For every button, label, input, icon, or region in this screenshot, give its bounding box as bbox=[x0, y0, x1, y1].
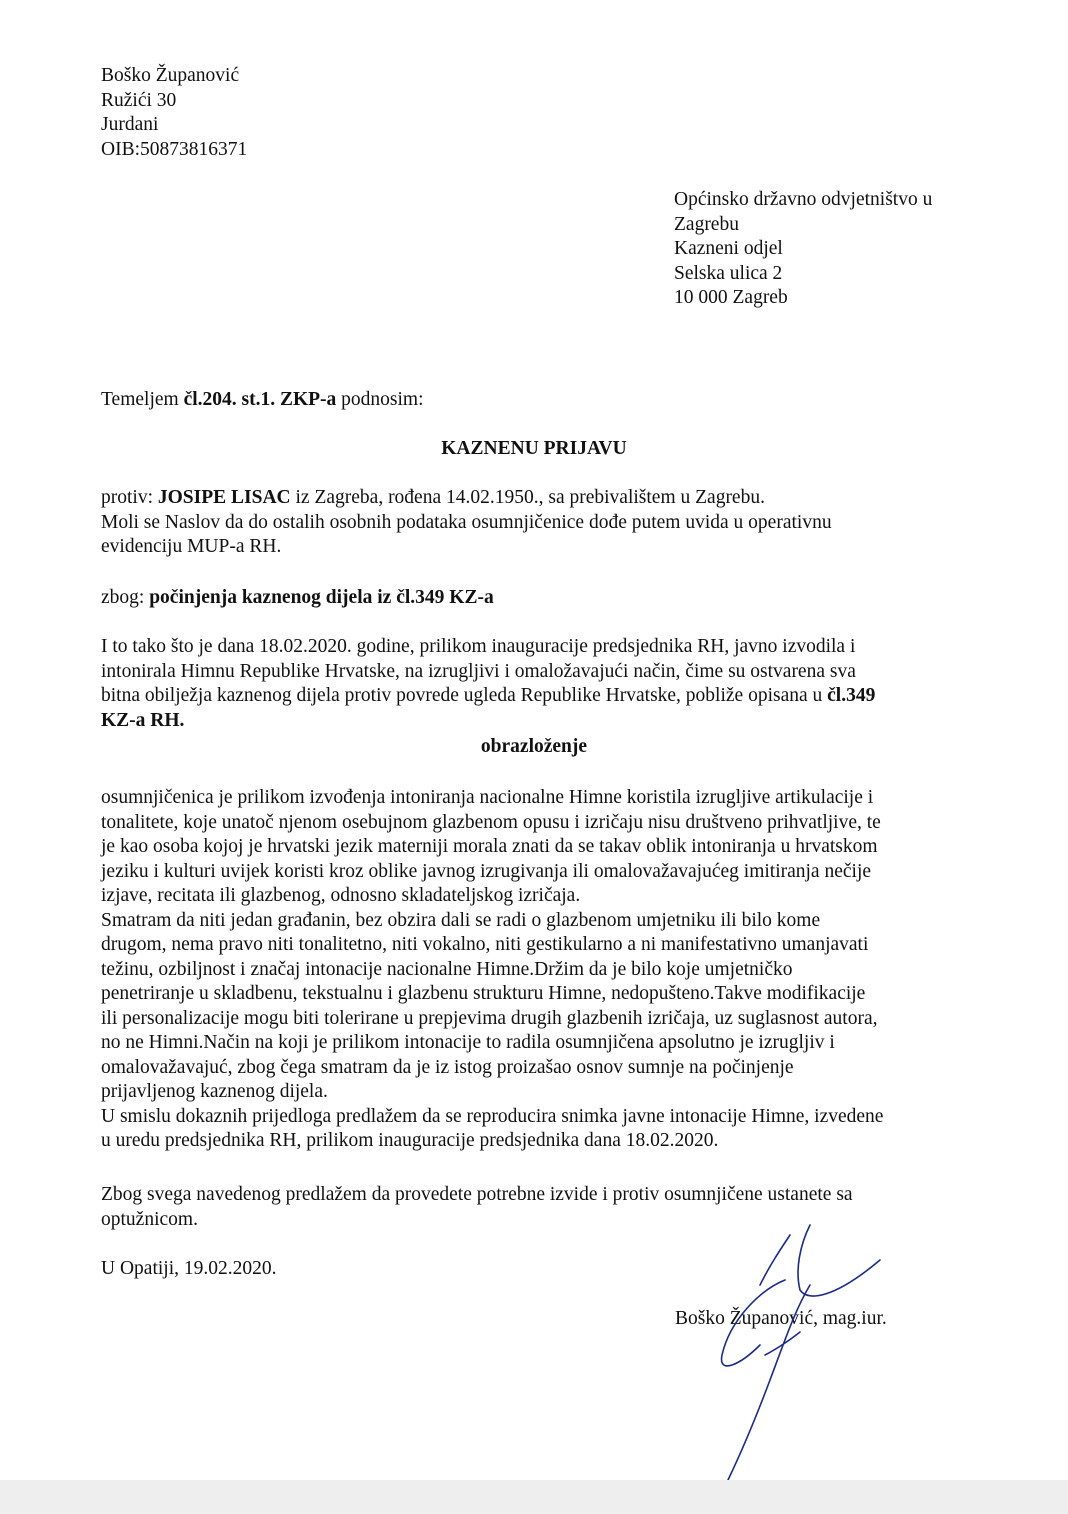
handwritten-signature bbox=[700, 1190, 900, 1490]
opis-line-3-normal: bitna obilježja kaznenog dijela protiv povrede ugleda Republike Hrvatske, pobliže opisana u bbox=[101, 685, 828, 706]
intro-prefix: Temeljem bbox=[101, 389, 184, 410]
recipient-address bbox=[674, 188, 932, 311]
recipient-line-2: Zagrebu bbox=[674, 213, 739, 235]
obrazlozenje-line: drugom, nema pravo niti tonalitetno, niti vokalno, niti gestikularno a ni manifestativno umanjavati bbox=[101, 934, 869, 955]
protiv-line-1 bbox=[101, 486, 832, 511]
recipient-line-1: Općinsko državno odvjetništvo u bbox=[674, 189, 933, 210]
zbog-line bbox=[101, 586, 494, 611]
obrazlozenje-line: težinu, ozbiljnost i značaj intonacije nacionalne Himne.Držim da je bilo koje umjetničko bbox=[101, 958, 793, 980]
obrazlozenje-line: u uredu predsjednika RH, prilikom inauguracije predsjednika dana 18.02.2020. bbox=[101, 1130, 719, 1151]
opis-line-2: intonirala Himnu Republike Hrvatske, na izrugljivi i omaložavajući način, čime su ostvarena sva bbox=[101, 660, 856, 682]
protiv-section bbox=[101, 486, 832, 560]
document-title: KAZNENU PRIJAVU bbox=[441, 438, 627, 459]
obrazlozenje-line: prijavljenog kaznenog dijela. bbox=[101, 1081, 328, 1102]
obrazlozenje-line: penetriranje u skladbenu, tekstualnu i glazbenu strukturu Himne, nedopušteno.Takve modifikacije bbox=[101, 983, 866, 1004]
place-date: U Opatiji, 19.02.2020. bbox=[101, 1258, 277, 1279]
obrazlozenje-heading: obrazloženje bbox=[480, 736, 588, 757]
obrazlozenje-line: U smislu dokaznih prijedloga predlažem da se reproducira snimka javne intonacije Himne, izvedene bbox=[101, 1105, 884, 1127]
obrazlozenje-line: je kao osoba kojoj je hrvatski jezik materniji morala znati da se takav oblik intoniranja u hrvatskom bbox=[101, 836, 878, 857]
zbog-prefix: zbog: bbox=[101, 587, 150, 608]
sender-street: Ružići 30 bbox=[101, 89, 177, 111]
opis-line-3 bbox=[101, 684, 875, 709]
protiv-line-1-rest: iz Zagreba, rođena 14.02.1950., sa prebivalištem u Zagrebu. bbox=[290, 487, 765, 508]
obrazlozenje-paragraph bbox=[101, 786, 883, 1154]
obrazlozenje-line: Smatram da niti jedan građanin, bez obzira dali se radi o glazbenom umjetniku ili bilo kome bbox=[101, 909, 821, 931]
conclusion-line-1: Zbog svega navedenog predlažem da provedete potrebne izvide i protiv osumnjičene ustanete sa bbox=[101, 1184, 853, 1205]
opis-line-4: KZ-a RH. bbox=[101, 709, 185, 731]
bottom-strip bbox=[0, 1480, 1068, 1514]
obrazlozenje-line: jeziku i kulturi uvijek koristi kroz oblike javnog izrugivanja ili omalovažavajućeg imitiranja nečije bbox=[101, 860, 872, 882]
obrazlozenje-line: tonalitete, koje unatoč njenom osebujnom glazbenom opusu i izričaju nisu društveno prihvatljive, te bbox=[101, 811, 881, 833]
obrazlozenje-line: omalovažavajuć, zbog čega smatram da je iz istog proizašao osnov sumnje na počinjenje bbox=[101, 1056, 794, 1078]
protiv-prefix: protiv: bbox=[101, 487, 158, 508]
obrazlozenje-line: osumnjičenica je prilikom izvođenja intoniranja nacionalne Himne koristila izrugljive artikulacije i bbox=[101, 787, 874, 808]
obrazlozenje-line: ili personalizacije mogu biti tolerirane u prepjevima drugih glazbenih izričaja, uz suglasnost autora, bbox=[101, 1007, 878, 1029]
protiv-line-2: Moli se Naslov da do ostalih osobnih podataka osumnjičenice dođe putem uvida u operativnu bbox=[101, 511, 832, 533]
conclusion-line-2: optužnicom. bbox=[101, 1208, 198, 1230]
intro-article: čl.204. st.1. ZKP-a bbox=[183, 389, 337, 410]
zbog-text: počinjenja kaznenog dijela iz čl.349 KZ-a bbox=[149, 587, 494, 608]
opis-line-3-bold: čl.349 bbox=[827, 685, 876, 706]
sender-name: Boško Županović bbox=[101, 65, 240, 86]
recipient-line-4: Selska ulica 2 bbox=[674, 262, 783, 284]
recipient-line-5: 10 000 Zagreb bbox=[674, 287, 788, 308]
protiv-line-3: evidenciju MUP-a RH. bbox=[101, 536, 282, 557]
sender-address bbox=[101, 64, 247, 162]
description-paragraph bbox=[101, 635, 875, 733]
signer-name: Boško Županović, mag.iur. bbox=[675, 1308, 887, 1329]
obrazlozenje-line: izjave, recitata ili glazbenog, odnosno skladateljskog izričaja. bbox=[101, 885, 581, 906]
intro-suffix: podnosim: bbox=[336, 389, 424, 410]
recipient-line-3: Kazneni odjel bbox=[674, 238, 783, 259]
sender-oib: OIB:50873816371 bbox=[101, 138, 248, 160]
obrazlozenje-line: no ne Himni.Način na koji je prilikom intonacije to radila osumnjičena apsolutno je izrugljiv i bbox=[101, 1032, 835, 1053]
suspect-name: JOSIPE LISAC bbox=[157, 487, 291, 508]
sender-town: Jurdani bbox=[101, 114, 159, 135]
intro-line bbox=[101, 388, 424, 413]
opis-line-1: I to tako što je dana 18.02.2020. godine, prilikom inauguracije predsjednika RH, javno izvodila i bbox=[101, 636, 856, 657]
